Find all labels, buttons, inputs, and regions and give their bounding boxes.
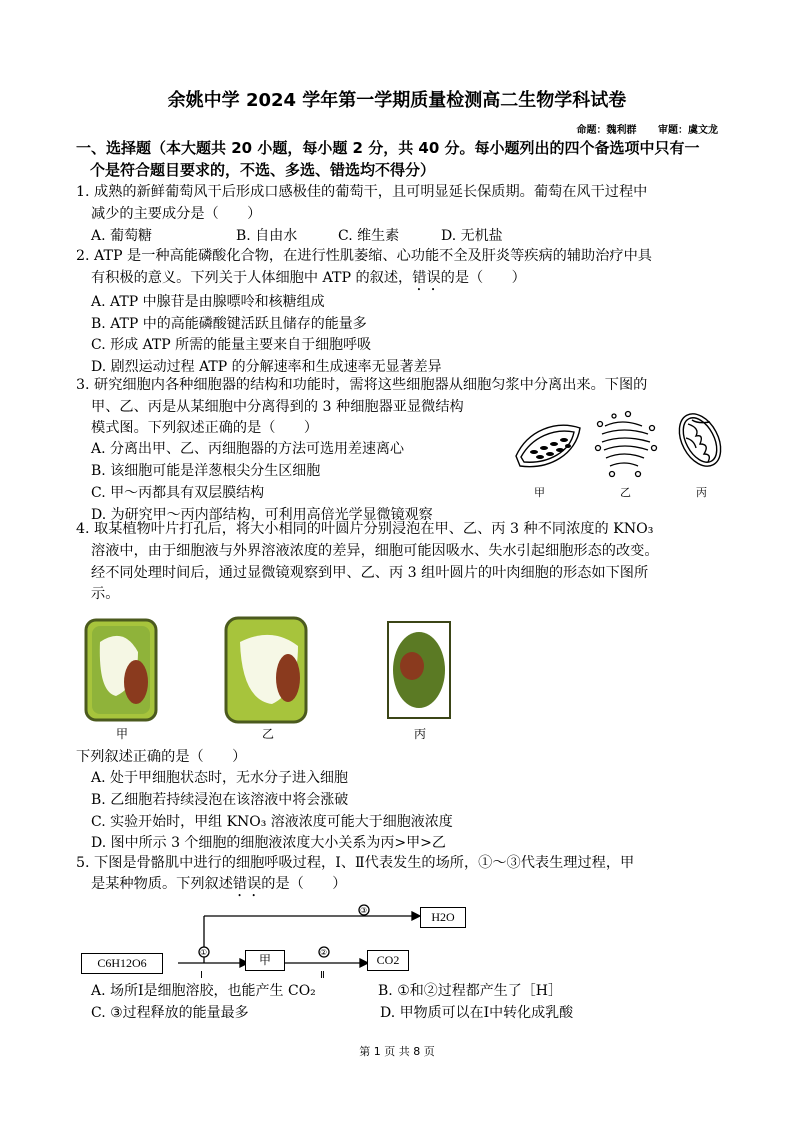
site-1: Ⅰ: [200, 970, 203, 980]
q1-stem-line1: 1. 成熟的新鲜葡萄风干后形成口感极佳的葡萄干，且可明显延长保质期。葡萄在风干过程中: [76, 184, 648, 200]
q2-option-c: C. 形成 ATP 所需的能量主要来自于细胞呼吸: [91, 337, 372, 353]
step-1: ①: [200, 948, 208, 957]
author-credits: [559, 121, 718, 136]
q4-option-b: B. 乙细胞若持续浸泡在该溶液中将会涨破: [91, 792, 349, 808]
page-title: 余姚中学 2024 学年第一学期质量检测高二生物学科试卷: [167, 90, 627, 111]
q4-question: 下列叙述正确的是（ ）: [76, 749, 247, 765]
q4-stem-line2: 溶液中，由于细胞液与外界溶液浓度的差异，细胞可能因吸水、失水引起细胞形态的改变。: [91, 543, 659, 559]
plant-cell-figure: [76, 612, 466, 742]
substance-jia-box: 甲: [245, 950, 285, 971]
q4-option-d: D. 图中所示 3 个细胞的细胞液浓度大小关系为丙>甲>乙: [91, 835, 446, 851]
q5-option-a: A. 场所Ⅰ是细胞溶胶，也能产生 CO₂: [91, 983, 316, 999]
co2-box: CO2: [367, 950, 409, 971]
q4-option-a: A. 处于甲细胞状态时，无水分子进入细胞: [91, 770, 349, 786]
q3-stem-line2: 甲、乙、丙是从某细胞中分离得到的 3 种细胞器亚显微结构: [91, 399, 464, 415]
q2-option-b: B. ATP 中的高能磷酸键活跃且储存的能量多: [91, 316, 367, 332]
step-2: ②: [320, 948, 328, 957]
cell-yi: [226, 618, 306, 722]
q2-option-d: D. 剧烈运动过程 ATP 的分解速率和生成速率无显著差异: [91, 359, 442, 375]
site-2: Ⅱ: [320, 970, 325, 980]
reviewer: 审题：虞文龙: [658, 125, 718, 136]
step-3: ③: [360, 906, 368, 915]
organelle-golgi: [596, 412, 657, 477]
q3-option-b: B. 该细胞可能是洋葱根尖分生区细胞: [91, 463, 321, 479]
q5-option-d: D. 甲物质可以在Ⅰ中转化成乳酸: [380, 1005, 574, 1021]
organelle-label-yi: 乙: [620, 486, 631, 499]
q3-option-a: A. 分离出甲、乙、丙细胞器的方法可选用差速离心: [91, 441, 405, 457]
q3-option-d: D. 为研究甲～丙内部结构，可利用高倍光学显微镜观察: [91, 507, 433, 523]
q4-stem-line1: 4. 取某植物叶片打孔后，将大小相同的叶圆片分别浸泡在甲、乙、丙 3 种不同浓度的 KNO₃: [76, 521, 654, 537]
q3-option-c: C. 甲～丙都具有双层膜结构: [91, 485, 265, 501]
q5-stem-line1: 5. 下图是骨骼肌中进行的细胞呼吸过程，Ⅰ、Ⅱ代表发生的场所，①～③代表生理过程，甲: [76, 855, 635, 871]
q3-stem-line1: 3. 研究细胞内各种细胞器的结构和功能时，需将这些细胞器从细胞匀浆中分离出来。下图的: [76, 377, 648, 393]
q1-option-a: A. 葡萄糖: [91, 228, 153, 244]
setter: 命题：魏利群: [576, 125, 637, 136]
q1-stem-line2: 减少的主要成分是（ ）: [91, 206, 262, 222]
cell-label-yi: 乙: [262, 727, 275, 741]
organelle-mitochondrion: [671, 407, 729, 473]
section-heading-line1: 一、选择题（本大题共 20 小题，每小题 2 分，共 40 分。每小题列出的四个备选项中只有一: [76, 139, 700, 157]
organelle-chloroplast: [516, 425, 580, 466]
q1-option-b: B. 自由水: [236, 228, 298, 244]
q1-option-c: C. 维生素: [338, 228, 400, 244]
cell-label-bing: 丙: [414, 727, 427, 741]
organelle-label-jia: 甲: [534, 486, 545, 499]
cell-label-jia: 甲: [116, 727, 129, 741]
q2-option-a: A. ATP 中腺苷是由腺嘌呤和核糖组成: [91, 294, 325, 310]
q4-option-c: C. 实验开始时，甲组 KNO₃ 溶液浓度可能大于细胞液浓度: [91, 814, 453, 830]
glucose-box: C6H12O6: [81, 953, 163, 974]
water-box: H2O: [420, 907, 466, 928]
page-footer: 第 1 页 共 8 页: [359, 1045, 435, 1058]
q5-option-c: C. ③过程释放的能量最多: [91, 1005, 249, 1021]
q2-stem-line1: 2. ATP 是一种高能磷酸化合物，在进行性肌萎缩、心功能不全及肝炎等疾病的辅助治疗中具: [76, 248, 652, 264]
q1-option-d: D. 无机盐: [441, 228, 503, 244]
section-heading-line2: 个是符合题目要求的，不选、多选、错选均不得分）: [90, 161, 436, 179]
organelle-figure: [510, 404, 740, 500]
cell-bing: [388, 622, 450, 718]
organelle-label-bing: 丙: [696, 486, 707, 499]
q5-option-b: B. ①和②过程都产生了［H］: [378, 983, 562, 999]
q2-stem-line2: 有积极的意义。下列关于人体细胞中 ATP 的叙述，错误的是（ ）: [91, 270, 526, 286]
q4-stem-line4: 示。: [91, 586, 120, 602]
q3-stem-line3: 模式图。下列叙述正确的是（ ）: [91, 420, 319, 436]
q5-stem-line2: 是某种物质。下列叙述错误的是（ ）: [91, 876, 347, 892]
q4-stem-line3: 经不同处理时间后，通过显微镜观察到甲、乙、丙 3 组叶圆片的叶肉细胞的形态如下图所: [91, 565, 649, 581]
cell-jia: [86, 620, 156, 720]
